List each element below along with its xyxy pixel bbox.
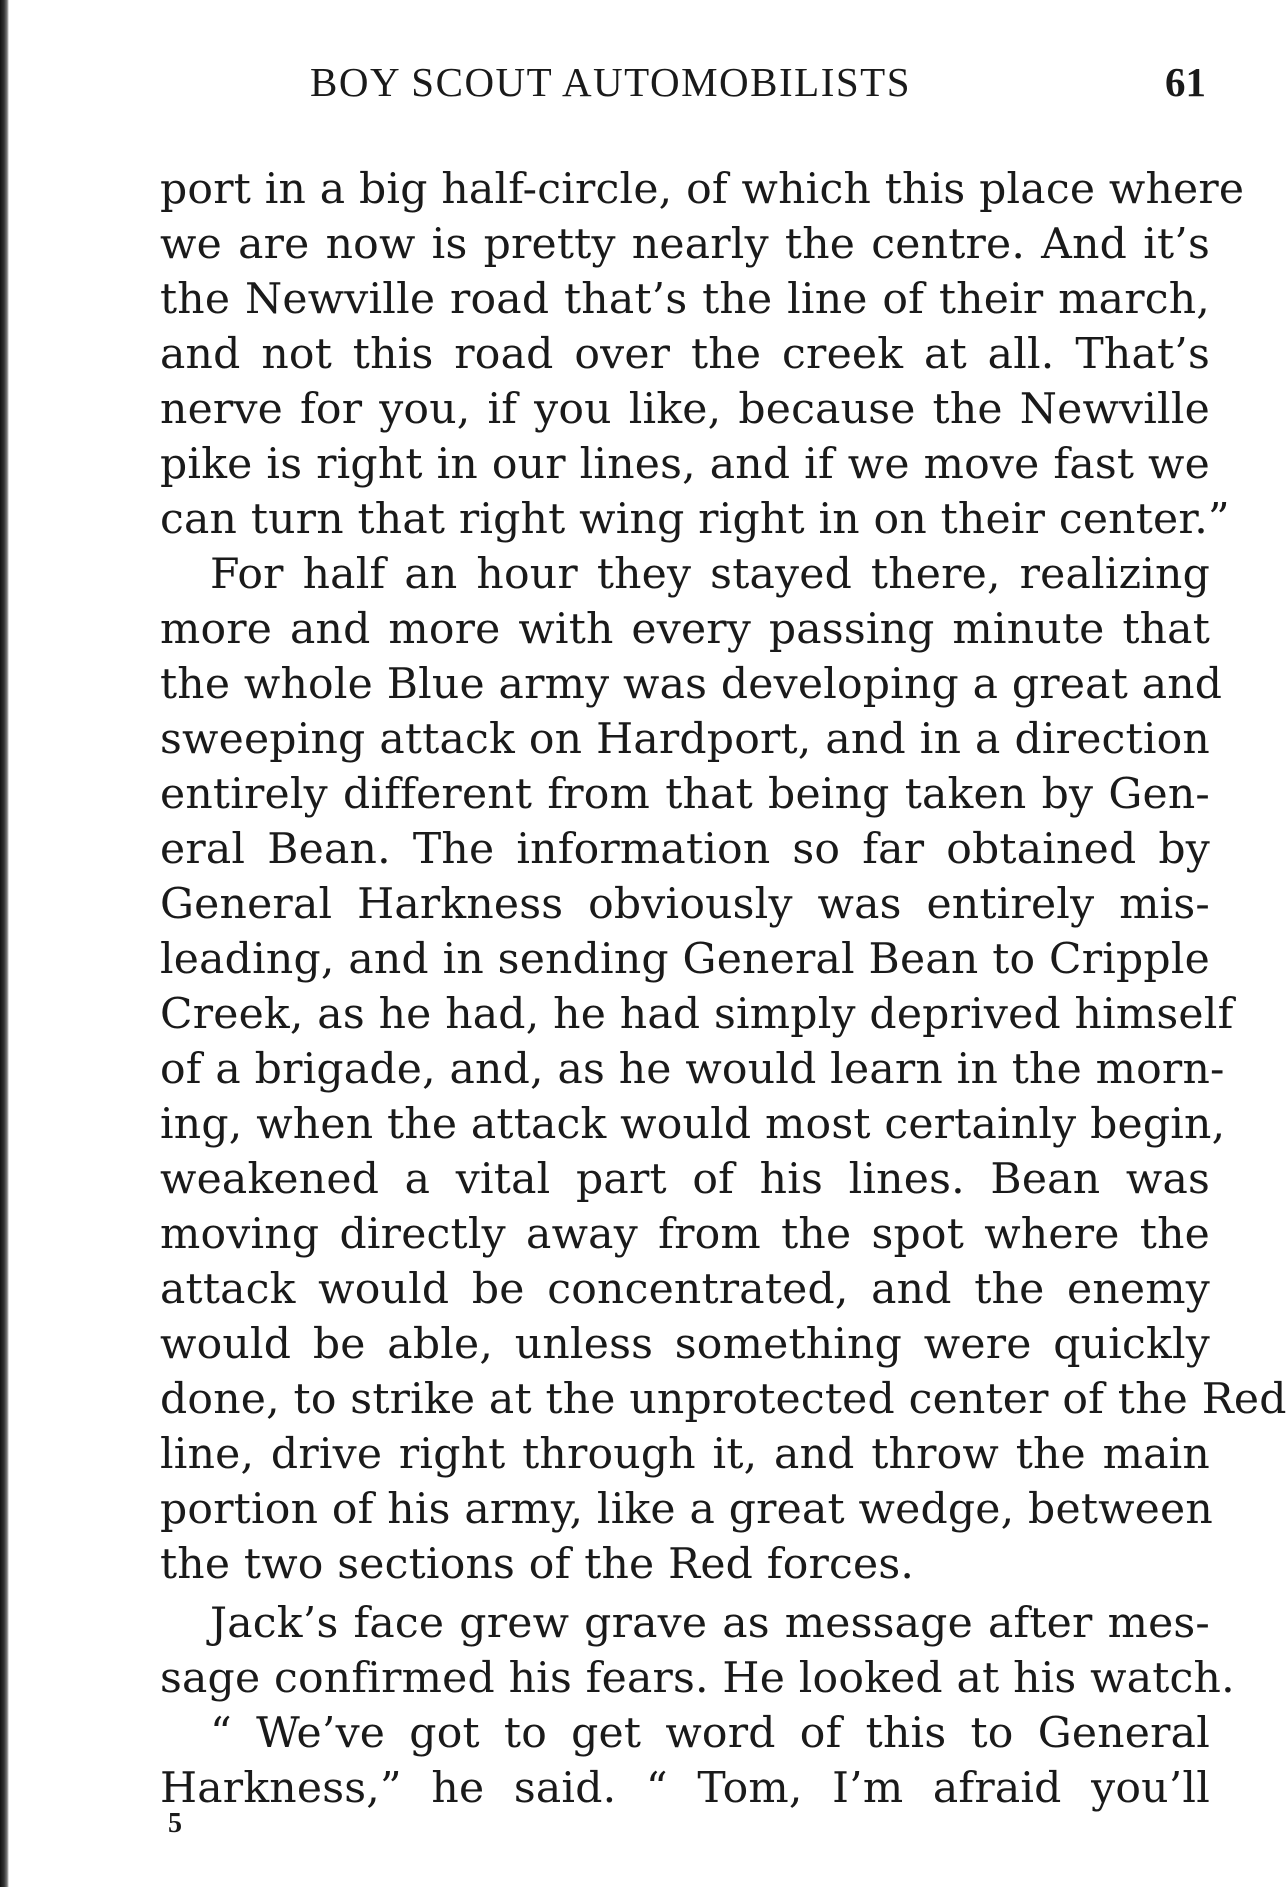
text-line: General Harkness obviously was entirely mis-	[160, 880, 1210, 929]
paragraph-first-line: “ We’ve got to get word of this to General	[210, 1709, 1210, 1758]
text-line: attack would be concentrated, and the enemy	[160, 1265, 1210, 1314]
text-line: moving directly away from the spot where the	[160, 1210, 1210, 1259]
text-line: of a brigade, and, as he would learn in the morn-	[160, 1045, 1225, 1094]
text-line: entirely different from that being taken by Gen-	[160, 770, 1210, 819]
text-line: more and more with every passing minute that	[160, 605, 1210, 654]
paragraph-first-line: For half an hour they stayed there, realizing	[210, 550, 1210, 599]
text-line: eral Bean. The information so far obtained by	[160, 825, 1210, 874]
text-line: and not this road over the creek at all. That’s	[160, 330, 1210, 379]
text-line: would be able, unless something were quickly	[160, 1320, 1210, 1369]
text-line: weakened a vital part of his lines. Bean was	[160, 1155, 1210, 1204]
text-line: the whole Blue army was developing a great and	[160, 660, 1223, 709]
text-line: portion of his army, like a great wedge, between	[160, 1485, 1213, 1534]
text-line: nerve for you, if you like, because the Newville	[160, 385, 1210, 434]
text-line: sweeping attack on Hardport, and in a direction	[160, 715, 1210, 764]
page-number: 61	[1165, 59, 1206, 105]
text-line: done, to strike at the unprotected center of the Red	[160, 1375, 1287, 1424]
body-text	[160, 162, 1287, 1816]
page-binding-edge	[0, 0, 9, 1887]
signature-mark: 5	[168, 1808, 182, 1839]
running-title: BOY SCOUT AUTOMOBILISTS	[310, 59, 911, 105]
text-line: line, drive right through it, and throw the main	[160, 1430, 1210, 1479]
paragraph-first-line: Jack’s face grew grave as message after mes-	[210, 1599, 1210, 1648]
text-line: leading, and in sending General Bean to Cripple	[160, 935, 1210, 984]
text-line: ing, when the attack would most certainly begin,	[160, 1100, 1226, 1149]
text-line: pike is right in our lines, and if we move fast we	[160, 440, 1210, 489]
text-line: we are now is pretty nearly the centre. And it’s	[160, 220, 1210, 269]
text-line: Harkness,” he said. “ Tom, I’m afraid you’ll	[160, 1764, 1210, 1813]
text-line: sage confirmed his fears. He looked at his watch.	[160, 1654, 1235, 1703]
text-line: the two sections of the Red forces.	[160, 1540, 915, 1589]
text-line: can turn that right wing right in on their center.”	[160, 495, 1230, 544]
running-head	[160, 58, 1210, 118]
text-line: the Newville road that’s the line of their march,	[160, 275, 1210, 324]
text-line: Creek, as he had, he had simply deprived himself	[160, 990, 1234, 1039]
text-line: port in a big half-circle, of which this place where	[160, 165, 1245, 214]
